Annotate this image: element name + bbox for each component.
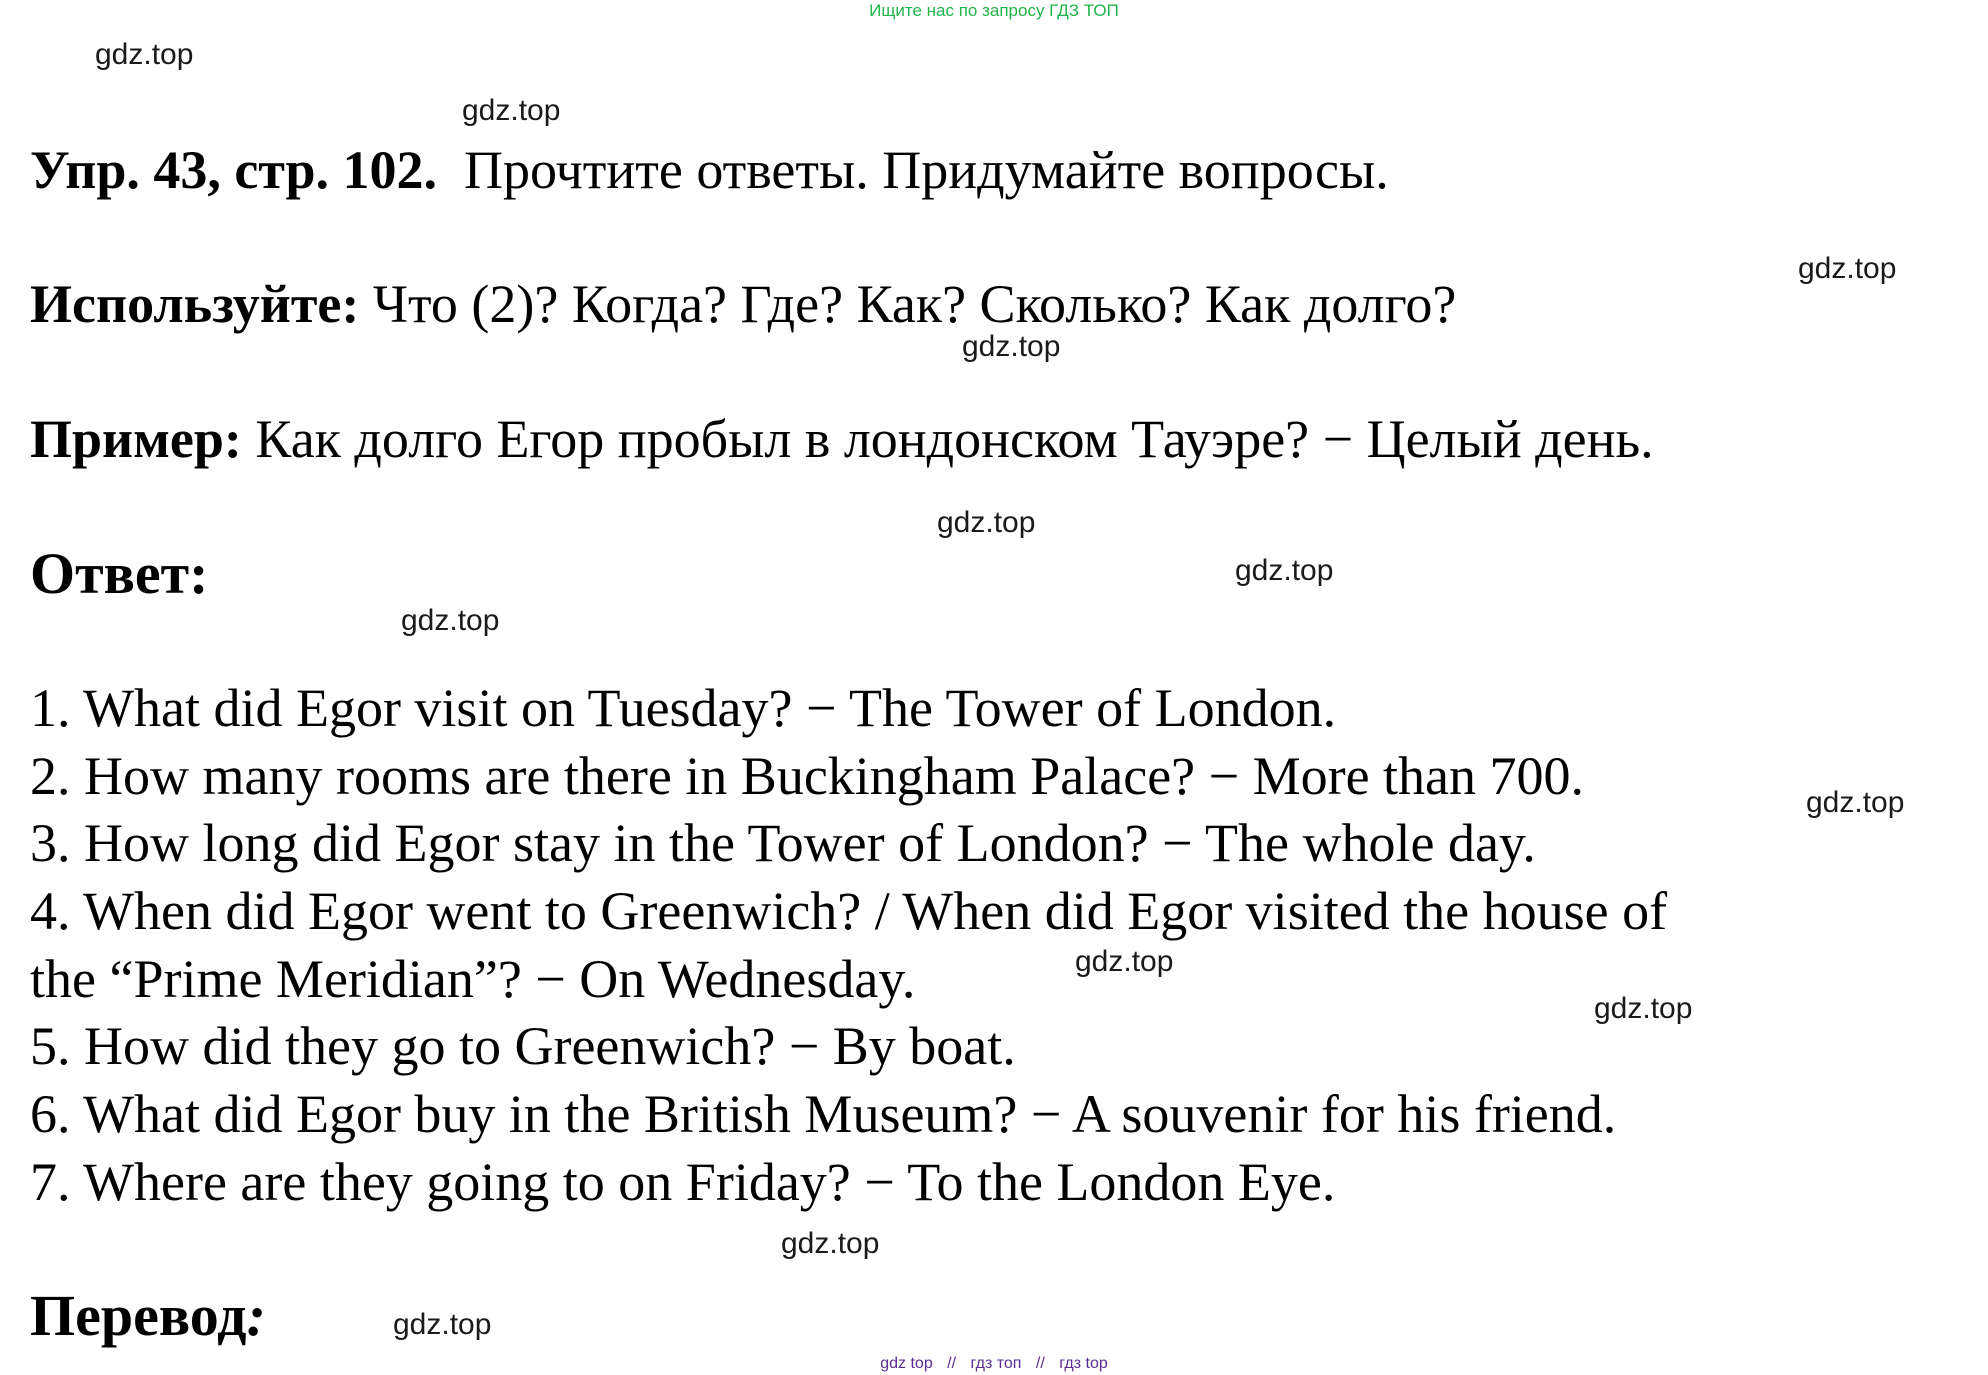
watermark: gdz.top — [937, 506, 1036, 539]
task-text: Прочтите ответы. Придумайте вопросы. — [464, 140, 1389, 200]
footer-link[interactable]: gdz top — [880, 1355, 933, 1372]
watermark: gdz.top — [1798, 252, 1897, 285]
watermark: gdz.top — [962, 330, 1061, 363]
watermark: gdz.top — [1806, 786, 1905, 819]
example-line — [30, 405, 1654, 473]
watermark: gdz.top — [401, 604, 500, 637]
answer-line: 5. How did they go to Greenwich? − By boat. — [30, 1016, 1016, 1076]
answer-line: 2. How many rooms are there in Buckingham Palace? − More than 700. — [30, 746, 1585, 806]
top-banner: Ищите нас по запросу ГДЗ ТОП — [869, 1, 1119, 20]
answer-line: 4. When did Egor went to Greenwich? / When did Egor visited the house of — [30, 881, 1668, 941]
watermark: gdz.top — [1594, 992, 1693, 1025]
answer-line: 3. How long did Egor stay in the Tower of London? − The whole day. — [30, 813, 1536, 873]
task-line — [30, 136, 1389, 204]
answer-line: 6. What did Egor buy in the British Museum? − A souvenir for his friend. — [30, 1084, 1617, 1144]
use-label: Используйте: — [30, 274, 360, 334]
watermark: gdz.top — [393, 1308, 492, 1341]
example-text: Как долго Егор пробыл в лондонском Тауэре? − Целый день. — [255, 409, 1654, 469]
translation-heading-colon: : — [246, 1283, 266, 1348]
answer-heading: Ответ: — [30, 541, 209, 606]
watermark: gdz.top — [1235, 554, 1334, 587]
answer-line: 1. What did Egor visit on Tuesday? − The Tower of London. — [30, 678, 1337, 738]
watermark: gdz.top — [462, 94, 561, 127]
watermark: gdz.top — [781, 1227, 880, 1260]
use-line — [30, 270, 1456, 338]
answer-line: the “Prime Meridian”? − On Wednesday. — [30, 949, 916, 1009]
footer-link[interactable]: гдз top — [1059, 1355, 1108, 1372]
example-label: Пример: — [30, 409, 242, 469]
answer-line: 7. Where are they going to on Friday? − To the London Eye. — [30, 1152, 1336, 1212]
task-label: Упр. 43, стр. 102. — [30, 140, 438, 200]
watermark: gdz.top — [95, 38, 194, 71]
translation-heading-text: Перевод — [30, 1283, 247, 1348]
footer-separator: // — [1035, 1355, 1045, 1372]
footer — [0, 1355, 1988, 1373]
use-text: Что (2)? Когда? Где? Как? Сколько? Как долго? — [372, 274, 1457, 334]
footer-separator: // — [947, 1355, 957, 1372]
watermark: gdz.top — [1075, 945, 1174, 978]
footer-link[interactable]: гдз топ — [970, 1355, 1022, 1372]
translation-heading — [30, 1282, 266, 1349]
